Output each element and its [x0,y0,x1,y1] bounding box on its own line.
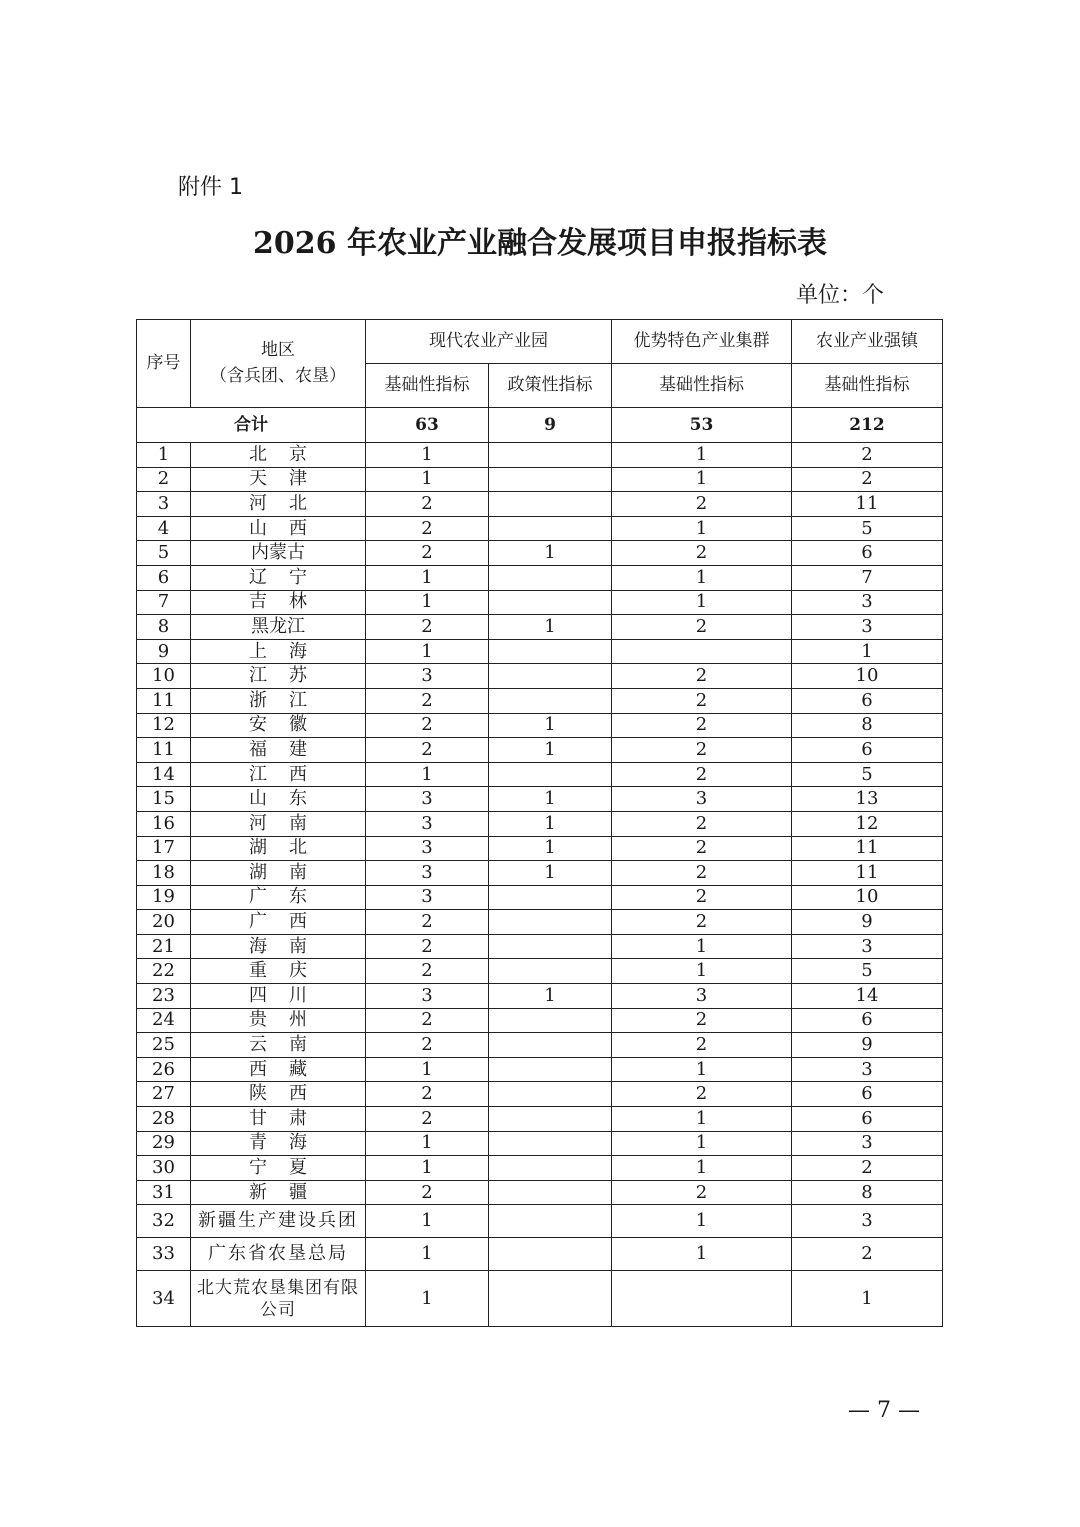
header-region-line1: 地区 [261,340,295,360]
row-park-basic: 2 [366,1107,489,1132]
row-cluster-basic: 2 [612,492,792,517]
table-row [137,688,943,713]
row-seq: 23 [137,984,191,1009]
row-cluster-basic: 1 [612,1057,792,1082]
row-park-basic: 2 [366,541,489,566]
table-row [137,738,943,763]
row-park-policy: 1 [489,541,612,566]
row-park-basic: 1 [366,1131,489,1156]
row-town-basic: 5 [792,762,943,787]
row-seq: 21 [137,934,191,959]
row-park-basic: 3 [366,861,489,886]
row-cluster-basic: 2 [612,664,792,689]
row-park-basic: 1 [366,1057,489,1082]
header-strong-town: 农业产业强镇 [792,320,943,364]
row-cluster-basic: 1 [612,1156,792,1181]
row-seq: 25 [137,1033,191,1058]
table-row [137,590,943,615]
row-region: 山西 [191,516,366,541]
row-region: 河北 [191,492,366,517]
table-row [137,934,943,959]
table-row [137,1205,943,1238]
row-town-basic: 8 [792,713,943,738]
row-town-basic: 9 [792,910,943,935]
table-row [137,1082,943,1107]
row-town-basic: 2 [792,467,943,492]
row-park-basic: 1 [366,1205,489,1238]
row-park-policy: 1 [489,787,612,812]
row-seq: 3 [137,492,191,517]
row-cluster-basic [612,1271,792,1327]
row-cluster-basic: 3 [612,984,792,1009]
table-row [137,1057,943,1082]
row-cluster-basic: 2 [612,885,792,910]
row-seq: 5 [137,541,191,566]
row-park-policy [489,1107,612,1132]
row-region: 青海 [191,1131,366,1156]
row-town-basic: 6 [792,1008,943,1033]
row-seq: 18 [137,861,191,886]
row-town-basic: 13 [792,787,943,812]
row-cluster-basic: 2 [612,1008,792,1033]
page-number: — 7 — [848,1398,920,1423]
row-town-basic: 6 [792,738,943,763]
row-cluster-basic: 2 [612,688,792,713]
row-region: 天津 [191,467,366,492]
row-region: 安徽 [191,713,366,738]
row-seq: 32 [137,1205,191,1238]
subheader-town-basic: 基础性指标 [792,364,943,408]
row-park-basic: 1 [366,1271,489,1327]
row-cluster-basic: 2 [612,713,792,738]
row-region: 新疆 [191,1180,366,1205]
row-seq: 10 [137,664,191,689]
row-cluster-basic: 2 [612,910,792,935]
table-row [137,811,943,836]
row-park-policy [489,1033,612,1058]
row-town-basic: 2 [792,1238,943,1271]
table-row [137,492,943,517]
total-park-basic: 63 [366,408,489,443]
table-row [137,541,943,566]
row-town-basic: 10 [792,664,943,689]
row-park-policy: 1 [489,836,612,861]
row-park-policy: 1 [489,738,612,763]
row-seq: 9 [137,639,191,664]
row-region: 四川 [191,984,366,1009]
row-seq: 34 [137,1271,191,1327]
row-town-basic: 6 [792,1082,943,1107]
row-seq: 4 [137,516,191,541]
row-cluster-basic: 2 [612,1082,792,1107]
row-park-basic: 1 [366,639,489,664]
row-region: 河南 [191,811,366,836]
table-row [137,1033,943,1058]
row-town-basic: 1 [792,1271,943,1327]
table-row [137,984,943,1009]
row-cluster-basic: 2 [612,615,792,640]
table-row [137,1238,943,1271]
row-seq: 24 [137,1008,191,1033]
row-seq: 22 [137,959,191,984]
row-cluster-basic: 2 [612,738,792,763]
row-town-basic: 3 [792,1057,943,1082]
row-park-basic: 1 [366,590,489,615]
table-row [137,639,943,664]
row-park-basic: 2 [366,688,489,713]
total-town-basic: 212 [792,408,943,443]
row-seq: 17 [137,836,191,861]
row-park-policy: 1 [489,861,612,886]
row-park-policy [489,1238,612,1271]
row-park-basic: 2 [366,713,489,738]
row-town-basic: 7 [792,565,943,590]
row-town-basic: 2 [792,443,943,468]
row-region: 黑龙江 [191,615,366,640]
row-town-basic: 2 [792,1156,943,1181]
row-cluster-basic: 3 [612,787,792,812]
row-park-basic: 2 [366,492,489,517]
row-cluster-basic: 2 [612,1180,792,1205]
row-seq: 33 [137,1238,191,1271]
row-park-basic: 1 [366,467,489,492]
table-row [137,1008,943,1033]
row-park-policy: 1 [489,984,612,1009]
row-town-basic: 5 [792,516,943,541]
row-cluster-basic: 2 [612,811,792,836]
row-park-policy [489,639,612,664]
row-park-basic: 3 [366,664,489,689]
row-region: 广西 [191,910,366,935]
row-region: 北大荒农垦集团有限公司 [191,1271,366,1327]
row-region: 江西 [191,762,366,787]
table-row [137,615,943,640]
row-park-basic: 2 [366,1008,489,1033]
attachment-label: 附件 1 [178,175,243,200]
table-row [137,443,943,468]
row-seq: 11 [137,738,191,763]
indicator-table [136,319,943,1327]
row-cluster-basic [612,639,792,664]
row-park-basic: 2 [366,738,489,763]
table-row [137,1156,943,1181]
table-row [137,836,943,861]
row-park-basic: 1 [366,443,489,468]
row-region: 山东 [191,787,366,812]
row-park-basic: 3 [366,984,489,1009]
row-park-basic: 2 [366,959,489,984]
row-park-basic: 3 [366,787,489,812]
row-cluster-basic: 2 [612,861,792,886]
row-region: 江苏 [191,664,366,689]
row-town-basic: 11 [792,492,943,517]
table-row [137,861,943,886]
row-cluster-basic: 2 [612,762,792,787]
row-town-basic: 3 [792,1205,943,1238]
row-park-policy [489,762,612,787]
unit-label: 单位：个 [796,283,885,308]
row-park-policy: 1 [489,713,612,738]
table-row [137,565,943,590]
row-cluster-basic: 1 [612,1205,792,1238]
row-park-basic: 2 [366,934,489,959]
row-region: 上海 [191,639,366,664]
row-cluster-basic: 1 [612,1238,792,1271]
row-park-policy [489,1131,612,1156]
row-region: 浙江 [191,688,366,713]
table-row [137,1131,943,1156]
row-park-basic: 1 [366,565,489,590]
row-town-basic: 6 [792,1107,943,1132]
row-region: 福建 [191,738,366,763]
row-region: 湖南 [191,861,366,886]
row-park-policy: 1 [489,811,612,836]
row-park-policy [489,934,612,959]
row-town-basic: 5 [792,959,943,984]
row-region: 北京 [191,443,366,468]
row-park-policy [489,959,612,984]
row-seq: 28 [137,1107,191,1132]
row-region: 甘肃 [191,1107,366,1132]
row-seq: 2 [137,467,191,492]
row-seq: 8 [137,615,191,640]
row-park-basic: 1 [366,1238,489,1271]
row-region: 宁夏 [191,1156,366,1181]
table-row [137,1107,943,1132]
row-park-policy [489,1180,612,1205]
row-region: 辽宁 [191,565,366,590]
row-town-basic: 14 [792,984,943,1009]
row-region: 贵州 [191,1008,366,1033]
row-seq: 30 [137,1156,191,1181]
row-seq: 15 [137,787,191,812]
row-park-basic: 2 [366,615,489,640]
row-seq: 16 [137,811,191,836]
row-region: 湖北 [191,836,366,861]
subheader-cluster-basic: 基础性指标 [612,364,792,408]
row-park-policy [489,1271,612,1327]
row-park-policy [489,664,612,689]
row-seq: 29 [137,1131,191,1156]
row-town-basic: 10 [792,885,943,910]
row-cluster-basic: 2 [612,541,792,566]
row-park-policy [489,443,612,468]
row-town-basic: 11 [792,836,943,861]
row-cluster-basic: 1 [612,959,792,984]
row-town-basic: 6 [792,688,943,713]
row-park-basic: 1 [366,762,489,787]
row-park-policy [489,1205,612,1238]
row-cluster-basic: 1 [612,1131,792,1156]
row-park-policy [489,1156,612,1181]
total-park-policy: 9 [489,408,612,443]
row-park-policy [489,1008,612,1033]
row-park-basic: 3 [366,811,489,836]
row-park-policy [489,1082,612,1107]
row-cluster-basic: 1 [612,565,792,590]
row-seq: 6 [137,565,191,590]
row-park-policy [489,467,612,492]
table-row [137,467,943,492]
row-region: 新疆生产建设兵团 [191,1205,366,1238]
header-seq: 序号 [137,320,191,408]
subheader-park-basic: 基础性指标 [366,364,489,408]
row-park-policy [489,492,612,517]
row-cluster-basic: 1 [612,467,792,492]
row-seq: 27 [137,1082,191,1107]
row-town-basic: 3 [792,1131,943,1156]
row-cluster-basic: 1 [612,1107,792,1132]
total-label: 合计 [137,408,366,443]
row-region: 广东 [191,885,366,910]
row-park-basic: 2 [366,1082,489,1107]
header-cluster: 优势特色产业集群 [612,320,792,364]
row-town-basic: 6 [792,541,943,566]
row-park-basic: 3 [366,836,489,861]
row-park-basic: 2 [366,1033,489,1058]
row-town-basic: 1 [792,639,943,664]
row-park-basic: 2 [366,1180,489,1205]
table-row [137,516,943,541]
table-row [137,762,943,787]
row-town-basic: 3 [792,615,943,640]
header-region-line2: （含兵团、农垦） [210,365,346,386]
row-seq: 12 [137,713,191,738]
table-row [137,910,943,935]
table-row [137,1180,943,1205]
row-park-basic: 2 [366,910,489,935]
row-town-basic: 8 [792,1180,943,1205]
row-park-basic: 1 [366,1156,489,1181]
row-region: 内蒙古 [191,541,366,566]
table-row [137,885,943,910]
row-park-policy [489,885,612,910]
row-seq: 26 [137,1057,191,1082]
row-park-basic: 3 [366,885,489,910]
row-region: 西藏 [191,1057,366,1082]
row-region: 陕西 [191,1082,366,1107]
row-park-policy [489,590,612,615]
row-park-basic: 2 [366,516,489,541]
row-cluster-basic: 1 [612,934,792,959]
row-seq: 19 [137,885,191,910]
header-region [191,320,366,408]
row-town-basic: 9 [792,1033,943,1058]
table-row [137,1271,943,1327]
row-town-basic: 3 [792,934,943,959]
row-town-basic: 3 [792,590,943,615]
row-seq: 7 [137,590,191,615]
subheader-park-policy: 政策性指标 [489,364,612,408]
row-seq: 1 [137,443,191,468]
table-row [137,959,943,984]
row-region: 重庆 [191,959,366,984]
row-seq: 31 [137,1180,191,1205]
row-cluster-basic: 2 [612,836,792,861]
row-cluster-basic: 1 [612,443,792,468]
row-region: 海南 [191,934,366,959]
header-modern-park: 现代农业产业园 [366,320,612,364]
row-park-policy [489,1057,612,1082]
row-cluster-basic: 1 [612,516,792,541]
total-cluster-basic: 53 [612,408,792,443]
row-seq: 20 [137,910,191,935]
row-town-basic: 11 [792,861,943,886]
table-row [137,787,943,812]
row-region: 广东省农垦总局 [191,1238,366,1271]
row-region: 吉林 [191,590,366,615]
row-park-policy [489,910,612,935]
row-park-policy [489,516,612,541]
row-cluster-basic: 1 [612,590,792,615]
table-row [137,664,943,689]
row-park-policy [489,565,612,590]
row-park-policy [489,688,612,713]
row-cluster-basic: 2 [612,1033,792,1058]
page-title: 2026 年农业产业融合发展项目申报指标表 [253,226,827,261]
row-park-policy: 1 [489,615,612,640]
row-seq: 14 [137,762,191,787]
table-row [137,713,943,738]
row-town-basic: 12 [792,811,943,836]
row-region: 云南 [191,1033,366,1058]
row-seq: 11 [137,688,191,713]
